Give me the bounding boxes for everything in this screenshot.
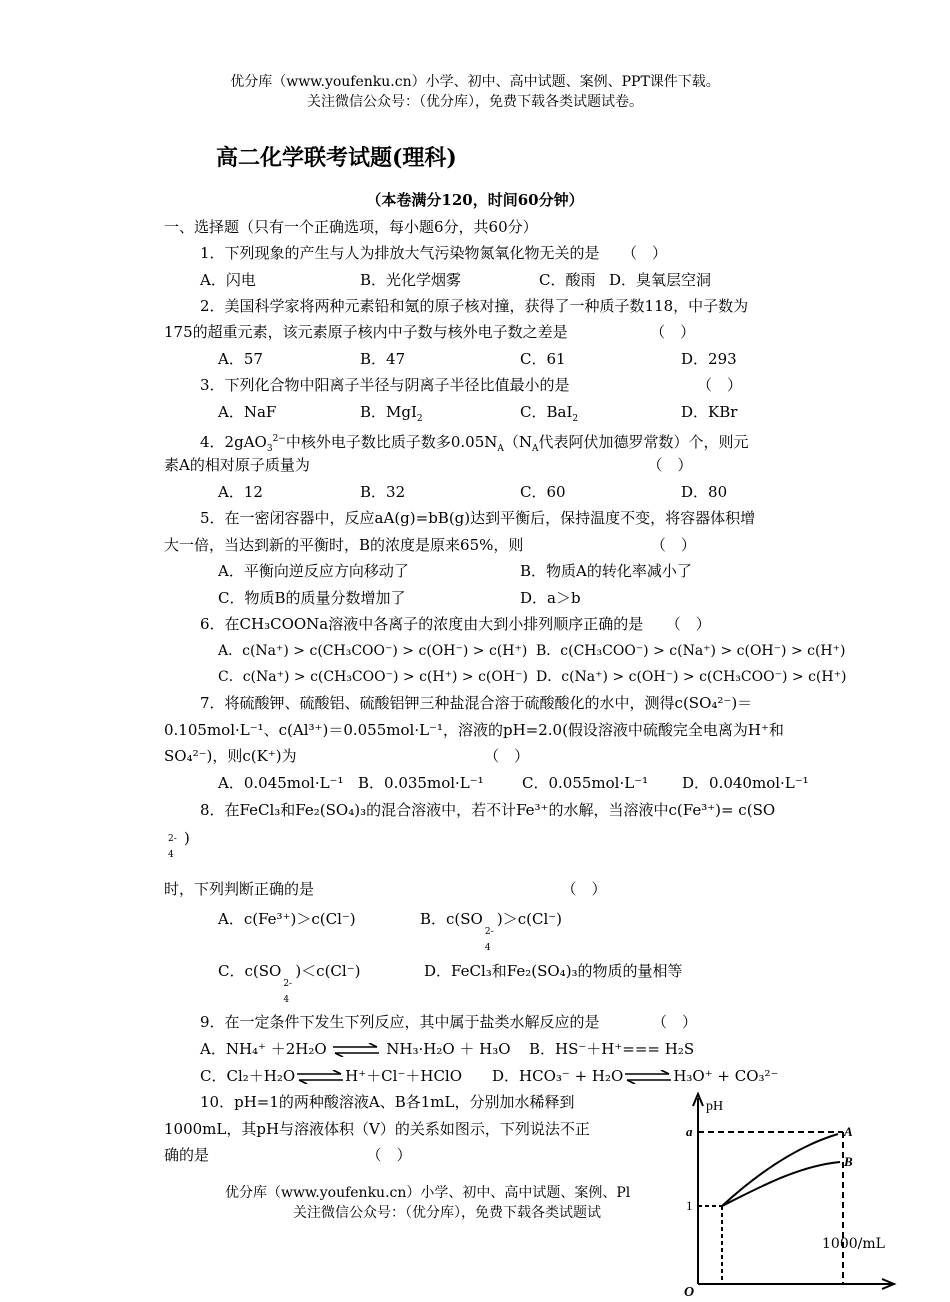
series-b-label: B bbox=[844, 1154, 853, 1169]
q1-stem: 1．下列现象的产生与人为排放大气污染物氮氧化物无关的是 （ ） bbox=[200, 244, 668, 262]
footer-line-2: 关注微信公众号：（优分库），免费下载各类试题试 bbox=[293, 1205, 601, 1221]
equilibrium-arrow-icon bbox=[295, 1070, 345, 1084]
q4-option-c: C．60 bbox=[520, 483, 566, 501]
q7-option-c: C．0.055mol·L⁻¹ bbox=[522, 774, 649, 792]
q9-stem: 9．在一定条件下发生下列反应，其中属于盐类水解反应的是 （ ） bbox=[200, 1013, 698, 1031]
q2-stem-1: 2．美国科学家将两种元素铅和氪的原子核对撞，获得了一种质子数118，中子数为 bbox=[200, 297, 749, 315]
q6-option-c: C．c(Na⁺) > c(CH₃COO⁻) > c(H⁺) > c(OH⁻) bbox=[218, 669, 528, 685]
origin-label: O bbox=[684, 1285, 695, 1298]
q7-option-b: B．0.035mol·L⁻¹ bbox=[358, 774, 484, 792]
header-line-2: 关注微信公众号：（优分库），免费下载各类试题试卷。 bbox=[307, 94, 643, 110]
page-subtitle: （本卷满分120，时间60分钟） bbox=[366, 191, 584, 209]
q2-option-d: D．293 bbox=[681, 350, 737, 368]
q4-option-a: A．12 bbox=[218, 483, 263, 501]
q7-option-d: D．0.040mol·L⁻¹ bbox=[682, 774, 809, 792]
q6-stem: 6．在CH₃COONa溶液中各离子的浓度由大到小排列顺序正确的是 （ ） bbox=[200, 615, 711, 633]
q10-stem-1: 10．pH=1的两种酸溶液A、B各1mL，分别加水稀释到 bbox=[200, 1093, 575, 1111]
q7-stem-1: 7．将硫酸钾、硫酸铝、硫酸铝钾三种盐混合溶于硫酸酸化的水中，测得c(SO₄²⁻)＝ bbox=[200, 694, 753, 712]
q8-option-b: B．c(SO 2- 4 )＞c(Cl⁻) bbox=[420, 910, 563, 953]
q8-stem-2: 时，下列判断正确的是 （ ） bbox=[164, 880, 607, 898]
header-line-1: 优分库（www.youfenku.cn）小学、初中、高中试题、案例、PPT课件下载。 bbox=[230, 74, 720, 90]
section-heading: 一、选择题（只有一个正确选项，每小题6分，共60分） bbox=[164, 218, 538, 236]
q9-option-d: D．HCO₃⁻ + H₂O H₃O⁺ + CO₃²⁻ bbox=[492, 1067, 779, 1085]
q5-option-a: A．平衡向逆反应方向移动了 bbox=[218, 562, 409, 580]
q3-option-c: C．BaI$_2$ bbox=[520, 403, 579, 424]
q8-stem-1: 8．在FeCl₃和Fe₂(SO₄)₃的混合溶液中，若不计Fe³⁺的水解，当溶液中c(Fe³⁺)= c(SO bbox=[200, 801, 776, 819]
q7-stem-3: SO₄²⁻)，则c(K⁺)为 （ ） bbox=[164, 747, 530, 765]
y-tick-a: a bbox=[686, 1124, 693, 1139]
q4-stem-2: 素A的相对原子质量为 （ ） bbox=[164, 456, 693, 474]
q3-option-d: D．KBr bbox=[681, 403, 738, 421]
q8-option-d: D．FeCl₃和Fe₂(SO₄)₃的物质的量相等 bbox=[424, 962, 683, 980]
q1-option-a: A．闪电 bbox=[200, 271, 256, 289]
q9-option-c: C．Cl₂＋H₂O H⁺＋Cl⁻＋HClO bbox=[200, 1067, 463, 1085]
q5-option-c: C．物质B的质量分数增加了 bbox=[218, 589, 406, 607]
q10-stem-2: 1000mL，其pH与溶液体积（V）的关系如图示，下列说法不正 bbox=[164, 1120, 590, 1138]
chart-axes bbox=[693, 1094, 894, 1289]
q4-option-d: D．80 bbox=[681, 483, 728, 501]
q7-option-a: A．0.045mol·L⁻¹ bbox=[218, 774, 344, 792]
equilibrium-arrow-icon bbox=[623, 1070, 673, 1084]
q2-option-a: A．57 bbox=[218, 350, 263, 368]
q5-stem-1: 5．在一密闭容器中，反应aA(g)=bB(g)达到平衡后，保持温度不变，将容器体积增 bbox=[200, 509, 756, 527]
q6-option-a: A．c(Na⁺) > c(CH₃COO⁻) > c(OH⁻) > c(H⁺) bbox=[218, 643, 528, 659]
q4-option-b: B．32 bbox=[360, 483, 406, 501]
q8-option-c: C．c(SO 2- 4 )＜c(Cl⁻) bbox=[218, 962, 361, 1005]
series-a-curve bbox=[722, 1134, 838, 1206]
q2-stem-2: 175的超重元素，该元素原子核内中子数与核外电子数之差是 （ ） bbox=[164, 323, 696, 341]
q1-option-b: B．光化学烟雾 bbox=[360, 271, 462, 289]
series-b-curve bbox=[722, 1162, 840, 1206]
q3-stem: 3．下列化合物中阳离子半径与阴离子半径比值最小的是 （ ） bbox=[200, 376, 743, 394]
q5-option-d: D．a＞b bbox=[520, 589, 581, 607]
q2-option-b: B．47 bbox=[360, 350, 406, 368]
series-a-label: A bbox=[844, 1124, 853, 1139]
equilibrium-arrow-icon bbox=[331, 1043, 381, 1057]
q8-so4-charge: 2- bbox=[168, 834, 177, 844]
q9-option-a: A．NH₄⁺ ＋2H₂O NH₃·H₂O ＋ H₃O bbox=[200, 1040, 511, 1058]
q8-option-a: A．c(Fe³⁺)＞c(Cl⁻) bbox=[218, 910, 356, 928]
footer-line-1: 优分库（www.youfenku.cn）小学、初中、高中试题、案例、Pl bbox=[225, 1185, 631, 1201]
q7-stem-2: 0.105mol·L⁻¹、c(Al³⁺)＝0.055mol·L⁻¹，溶液的pH=2.0(假设溶液中硫酸完全电离为H⁺和 bbox=[164, 721, 784, 739]
q5-stem-2: 大一倍，当达到新的平衡时，B的浓度是原来65%，则 （ ） bbox=[164, 536, 696, 554]
q8-stem-1-close: ) bbox=[184, 829, 190, 847]
q10-stem-3: 确的是 （ ） bbox=[164, 1146, 412, 1164]
q2-option-c: C．61 bbox=[520, 350, 566, 368]
q3-option-b: B．MgI$_2$ bbox=[360, 403, 423, 424]
q1-option-d: D．臭氧层空洞 bbox=[609, 271, 712, 289]
q9-option-b: B．HS⁻＋H⁺=== H₂S bbox=[529, 1040, 695, 1058]
y-tick-1: 1 bbox=[686, 1198, 693, 1213]
q1-option-c: C．酸雨 bbox=[539, 271, 596, 289]
q6-option-d: D．c(Na⁺) > c(OH⁻) > c(CH₃COO⁻) > c(H⁺) bbox=[536, 669, 847, 685]
x-axis-label: 1000/mL bbox=[822, 1236, 885, 1252]
q8-so4-sub: 4 bbox=[168, 850, 174, 860]
ph-dilution-chart bbox=[678, 1088, 918, 1298]
page-title: 高二化学联考试题(理科) bbox=[216, 145, 457, 171]
y-axis-label: pH bbox=[706, 1099, 724, 1114]
q3-option-a: A．NaF bbox=[218, 403, 277, 421]
q4-stem-1: 4．2gAO$_3^{2-}$中核外电子数比质子数多$0.05N_A(N_A$代表阿伏加德罗常数）个，则元 bbox=[200, 433, 749, 454]
q5-option-b: B．物质A的转化率减小了 bbox=[520, 562, 692, 580]
q6-option-b: B．c(CH₃COO⁻) > c(Na⁺) > c(OH⁻) > c(H⁺) bbox=[536, 643, 846, 659]
